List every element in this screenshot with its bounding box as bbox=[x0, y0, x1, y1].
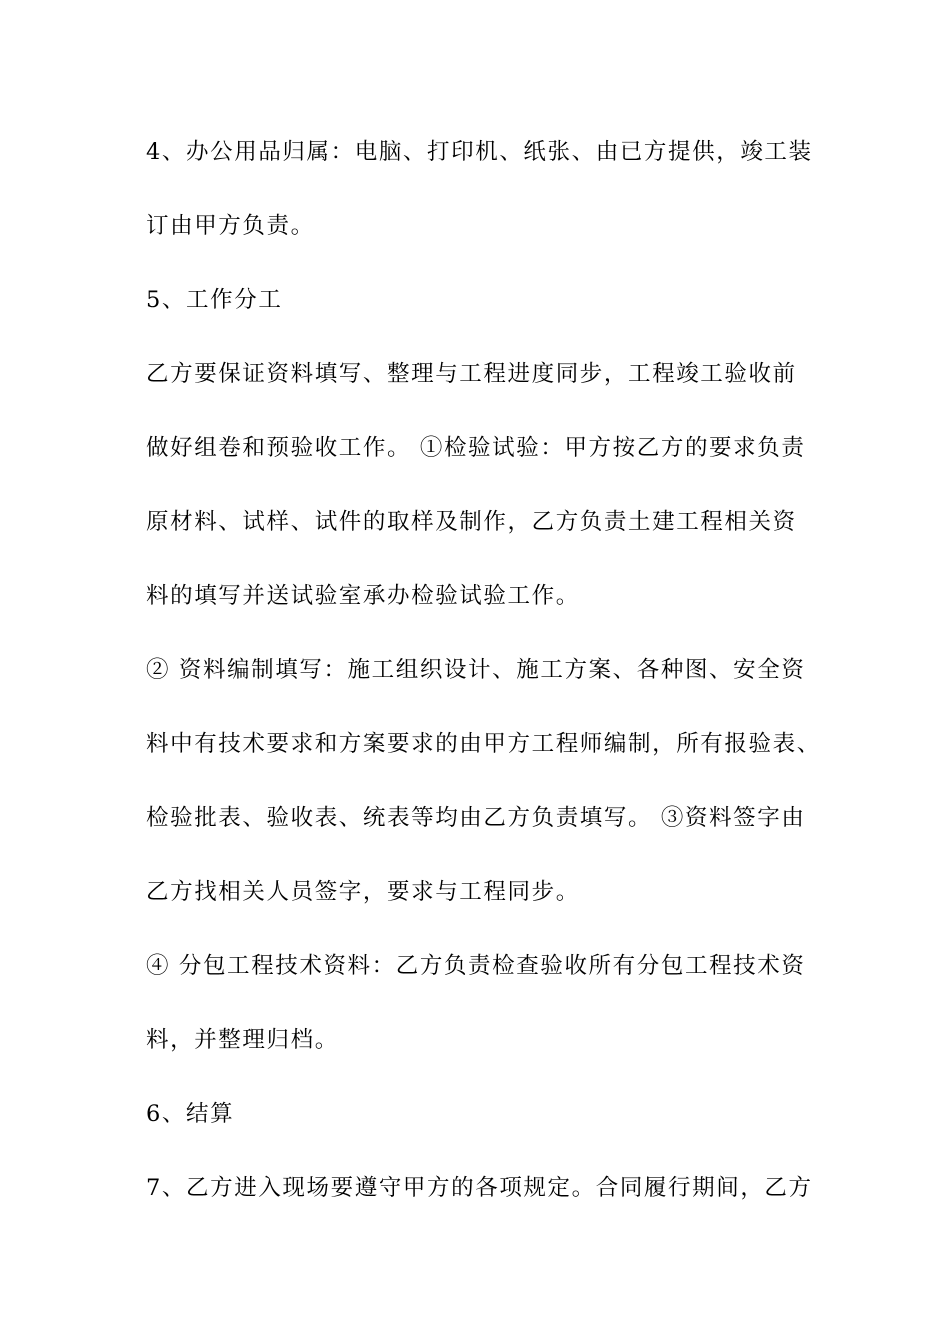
text-line-signatures: 乙方找相关人员签字，要求与工程同步。 bbox=[146, 879, 580, 905]
text-line-office-supplies: 4、办公用品归属：电脑、打印机、纸张、由已方提供，竣工装 bbox=[146, 139, 813, 165]
text-line-materials: 原材料、试样、试件的取样及制作，乙方负责土建工程相关资 bbox=[146, 509, 797, 535]
text-line-forms: 检验批表、验收表、统表等均由乙方负责填写。 ③资料签字由 bbox=[146, 805, 806, 831]
section-heading-settlement: 6、结算 bbox=[146, 1101, 235, 1127]
text-line-site-rules: 7、乙方进入现场要遵守甲方的各项规定。合同履行期间，乙方 bbox=[146, 1175, 813, 1201]
text-line-data-compilation: ② 资料编制填写：施工组织设计、施工方案、各种图、安全资 bbox=[146, 657, 806, 683]
text-line-binding: 订由甲方负责。 bbox=[146, 213, 315, 239]
text-line-archive: 料，并整理归档。 bbox=[146, 1027, 339, 1053]
text-line-subcontract: ④ 分包工程技术资料：乙方负责检查验收所有分包工程技术资 bbox=[146, 953, 806, 979]
text-line-data-sync: 乙方要保证资料填写、整理与工程进度同步，工程竣工验收前 bbox=[146, 361, 797, 387]
section-heading-work-division: 5、工作分工 bbox=[146, 287, 283, 313]
text-line-inspection-test: 做好组卷和预验收工作。 ①检验试验：甲方按乙方的要求负责 bbox=[146, 435, 806, 461]
text-line-engineer: 料中有技术要求和方案要求的由甲方工程师编制，所有报验表、 bbox=[146, 731, 821, 757]
text-line-lab: 料的填写并送试验室承办检验试验工作。 bbox=[146, 583, 580, 609]
